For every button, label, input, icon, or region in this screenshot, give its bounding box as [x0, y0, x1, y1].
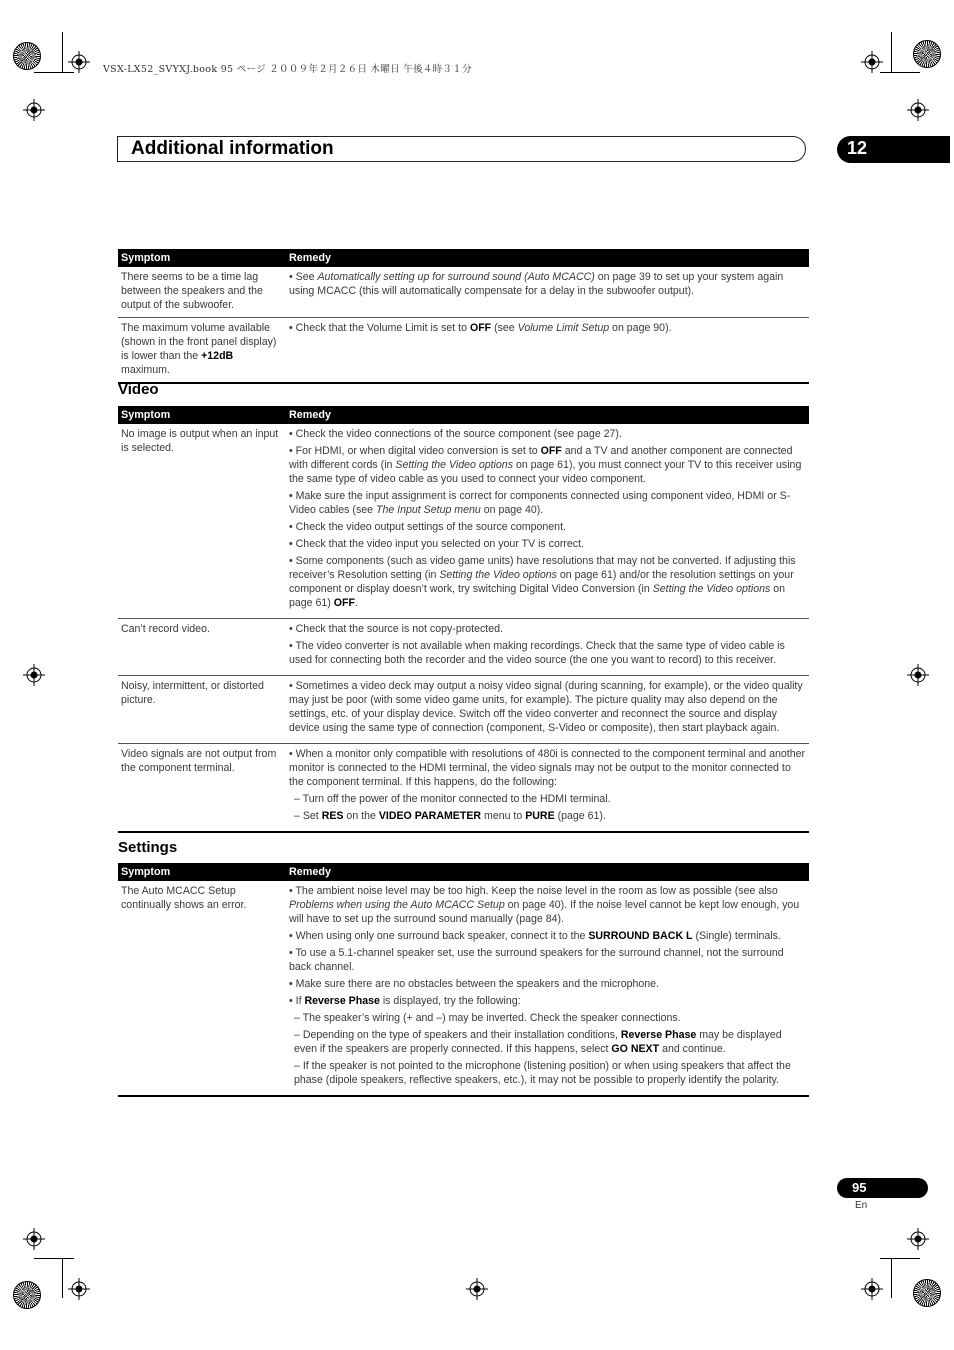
symptom-cell: [118, 318, 286, 384]
text-run: PURE: [525, 810, 555, 822]
section-heading-settings: Settings: [118, 839, 178, 856]
text-run: on page 61): [289, 583, 786, 609]
column-header-symptom: Symptom: [118, 406, 286, 424]
troubleshooting-table-settings: [118, 863, 809, 1097]
text-run: VIDEO PARAMETER: [378, 810, 482, 822]
text-run: on page 61), you must connect your TV to this receiver using the same type of video cable as you used to connect your video component.: [289, 459, 802, 485]
remedy-item: [289, 639, 806, 667]
print-info-line: VSX-LX52_SVYXJ.book 95 ページ ２００９年２月２６日 木曜日 午後４時３１分: [103, 64, 472, 75]
section-heading-video: Video: [118, 381, 159, 398]
text-run: OFF: [333, 597, 355, 609]
text-run: There seems to be a time lag between the speakers and the output of the subwoofer.: [121, 271, 263, 311]
text-run: The maximum volume available (shown in the front panel display) is lower than the: [121, 322, 277, 362]
table-row: [118, 318, 809, 384]
troubleshooting-table-video: [118, 406, 809, 833]
text-run: • Check that the source is not copy-protected.: [289, 623, 503, 635]
column-header-remedy: Remedy: [286, 863, 809, 881]
symptom-cell: [118, 881, 286, 1096]
text-run: on page 61) and/or the resolution settings on your component or display doesn’t work, try switching Digital Video Conversion (in: [289, 569, 794, 595]
remedy-item: [289, 792, 806, 806]
remedy-item: [289, 977, 806, 991]
crosshair-mark: [23, 99, 45, 121]
text-run: • Sometimes a video deck may output a noisy video signal (during scanning, for example), or the video quality may just be poor (with some video game units, for example). The picture quality may also depend on the settings, etc. of your display device. Switch off the video converter and reconnect the source and display device using the same type of connection (component, S-Video or composite), then start playback again.: [289, 680, 803, 734]
crop-line: [891, 32, 892, 72]
crop-line: [62, 1258, 63, 1298]
symptom-cell: [118, 267, 286, 318]
text-run: – The speaker’s wiring (+ and –) may be inverted. Check the speaker connections.: [294, 1012, 681, 1024]
remedy-item: [289, 1028, 806, 1056]
text-run: and a TV and another component are connected with different cords (in: [289, 445, 793, 471]
page-title: Additional information: [131, 138, 334, 159]
remedy-item: [289, 1059, 806, 1087]
registration-reel-top-left: [13, 42, 41, 70]
text-run: (Single) terminals.: [692, 930, 781, 942]
crosshair-mark: [68, 1278, 90, 1300]
remedy-item: [289, 809, 806, 823]
text-run: on page 39 to set up your system again using MCACC (this will automatically compensate for a delay in the subwoofer output).: [289, 271, 784, 297]
chapter-number: 12: [847, 138, 868, 158]
symptom-cell: [118, 424, 286, 619]
chapter-header: [117, 136, 806, 162]
registration-reel-bottom-left: [13, 1281, 41, 1309]
text-run: and continue.: [659, 1043, 726, 1055]
crosshair-mark: [861, 1278, 883, 1300]
registration-reel-bottom-right: [913, 1279, 941, 1307]
crosshair-mark: [23, 664, 45, 686]
page-number-tab: [837, 1178, 928, 1198]
remedy-item: [289, 1011, 806, 1025]
remedy-item: [289, 321, 806, 335]
text-run: Automatically setting up for surround sound (Auto MCACC): [317, 271, 595, 283]
text-run: +12dB: [201, 350, 234, 362]
crosshair-mark: [23, 1228, 45, 1250]
text-run: – Depending on the type of speakers and their installation conditions,: [294, 1029, 621, 1041]
crosshair-mark: [907, 1228, 929, 1250]
text-run: – If the speaker is not pointed to the microphone (listening position) or when using speakers that affect the phase (dipole speakers, reflective speakers, etc.), it may not be possible to properly identify the polarity.: [294, 1060, 791, 1086]
remedy-item: [289, 554, 806, 610]
text-run: The Input Setup menu: [375, 504, 481, 516]
text-run: Can’t record video.: [121, 623, 210, 635]
table-row: [118, 744, 809, 833]
text-run: SURROUND BACK L: [588, 930, 693, 942]
remedy-item: [289, 747, 806, 789]
table-row: [118, 881, 809, 1096]
crop-line: [62, 32, 63, 72]
remedy-cell: [286, 424, 809, 619]
text-run: • When using only one surround back speaker, connect it to the: [289, 930, 589, 942]
text-run: maximum.: [121, 364, 170, 376]
text-run: • Check that the video input you selected on your TV is correct.: [289, 538, 584, 550]
language-code: En: [855, 1200, 868, 1211]
text-run: on page 90).: [609, 322, 672, 334]
text-run: (page 61).: [554, 810, 606, 822]
text-run: Setting the Video options: [439, 569, 557, 581]
crop-line: [880, 1258, 920, 1259]
remedy-cell: [286, 744, 809, 833]
text-run: OFF: [469, 322, 492, 334]
column-header-symptom: Symptom: [118, 863, 286, 881]
remedy-cell: [286, 267, 809, 318]
text-run: – Turn off the power of the monitor connected to the HDMI terminal.: [294, 793, 611, 805]
text-run: OFF: [540, 445, 562, 457]
crosshair-mark: [907, 664, 929, 686]
text-run: • Make sure there are no obstacles between the speakers and the microphone.: [289, 978, 660, 990]
remedy-item: [289, 622, 806, 636]
text-run: • Check the video connections of the source component (see page 27).: [289, 428, 622, 440]
remedy-item: [289, 444, 806, 486]
remedy-item: [289, 537, 806, 551]
text-run: Setting the Video options: [395, 459, 513, 471]
text-run: Reverse Phase: [304, 995, 380, 1007]
text-run: • Check that the Volume Limit is set to: [289, 322, 470, 334]
text-run: Video signals are not output from the component terminal.: [121, 748, 277, 774]
crop-line: [891, 1258, 892, 1298]
chapter-tab: [837, 136, 950, 163]
text-run: Setting the Video options: [652, 583, 771, 595]
text-run: on page 40). If the noise level cannot be kept low enough, you will have to set up the surround sound manually (page 84).: [289, 899, 800, 925]
text-run: Reverse Phase: [620, 1029, 697, 1041]
text-run: is displayed, try the following:: [379, 995, 521, 1007]
crop-line: [34, 1258, 74, 1259]
text-run: Volume Limit Setup: [517, 322, 610, 334]
text-run: may be displayed even if the speakers are properly connected. If this happens, select: [294, 1029, 782, 1055]
remedy-item: [289, 489, 806, 517]
text-run: • When a monitor only compatible with resolutions of 480i is connected to the component terminal and another monitor is connected to the HDMI terminal, the video signals may not be output to the monitor connected to the component terminal. If this happens, do the following:: [289, 748, 806, 788]
text-run: • If: [289, 995, 305, 1007]
symptom-cell: [118, 744, 286, 833]
column-header-remedy: Remedy: [286, 406, 809, 424]
crop-line: [34, 72, 74, 73]
crosshair-mark: [907, 99, 929, 121]
symptom-cell: [118, 619, 286, 676]
crosshair-mark: [466, 1278, 488, 1300]
text-run: • The video converter is not available when making recordings. Check that the same type of video cable is used for connecting both the recorder and the video source (the one you want to record) to this receiver.: [289, 640, 785, 666]
remedy-item: [289, 946, 806, 974]
text-run: GO NEXT: [611, 1043, 660, 1055]
troubleshooting-table-audio: [118, 249, 809, 384]
text-run: • See: [289, 271, 318, 283]
crosshair-mark: [68, 51, 90, 73]
page-number: 95: [852, 1180, 867, 1195]
text-run: menu to: [481, 810, 526, 822]
remedy-cell: [286, 318, 809, 384]
text-run: • Make sure the input assignment is correct for components connected using component video, HDMI or S-Video cables (see: [289, 490, 791, 516]
text-run: .: [354, 597, 358, 609]
text-run: No image is output when an input is selected.: [121, 428, 279, 454]
text-run: • Some components (such as video game units) have resolutions that may not be converted. If adjusting this receiver’s Resolution setting (in: [289, 555, 796, 581]
remedy-item: [289, 270, 806, 298]
text-run: • Check the video output settings of the source component.: [289, 521, 566, 533]
remedy-item: [289, 884, 806, 926]
crosshair-mark: [861, 51, 883, 73]
text-run: – Set: [294, 810, 322, 822]
column-header-symptom: Symptom: [118, 249, 286, 267]
column-header-remedy: Remedy: [286, 249, 809, 267]
text-run: on the: [343, 810, 379, 822]
remedy-item: [289, 994, 806, 1008]
crop-line: [880, 72, 920, 73]
remedy-cell: [286, 619, 809, 676]
text-run: • The ambient noise level may be too high. Keep the noise level in the room as low as possible (see also: [289, 885, 778, 897]
remedy-cell: [286, 676, 809, 744]
remedy-item: [289, 427, 806, 441]
remedy-item: [289, 679, 806, 735]
text-run: (see: [491, 322, 518, 334]
text-run: • To use a 5.1-channel speaker set, use the surround speakers for the surround channel, not the surround back channel.: [289, 947, 784, 973]
text-run: on page 40).: [480, 504, 544, 516]
remedy-item: [289, 929, 806, 943]
text-run: • For HDMI, or when digital video conversion is set to: [289, 445, 541, 457]
text-run: RES: [321, 810, 344, 822]
registration-reel-top-right: [913, 40, 941, 68]
table-row: [118, 619, 809, 676]
table-row: [118, 676, 809, 744]
table-row: [118, 424, 809, 619]
text-run: The Auto MCACC Setup continually shows an error.: [121, 885, 247, 911]
text-run: Problems when using the Auto MCACC Setup: [289, 899, 505, 911]
table-row: [118, 267, 809, 318]
remedy-cell: [286, 881, 809, 1096]
text-run: Noisy, intermittent, or distorted picture.: [121, 680, 264, 706]
remedy-item: [289, 520, 806, 534]
symptom-cell: [118, 676, 286, 744]
